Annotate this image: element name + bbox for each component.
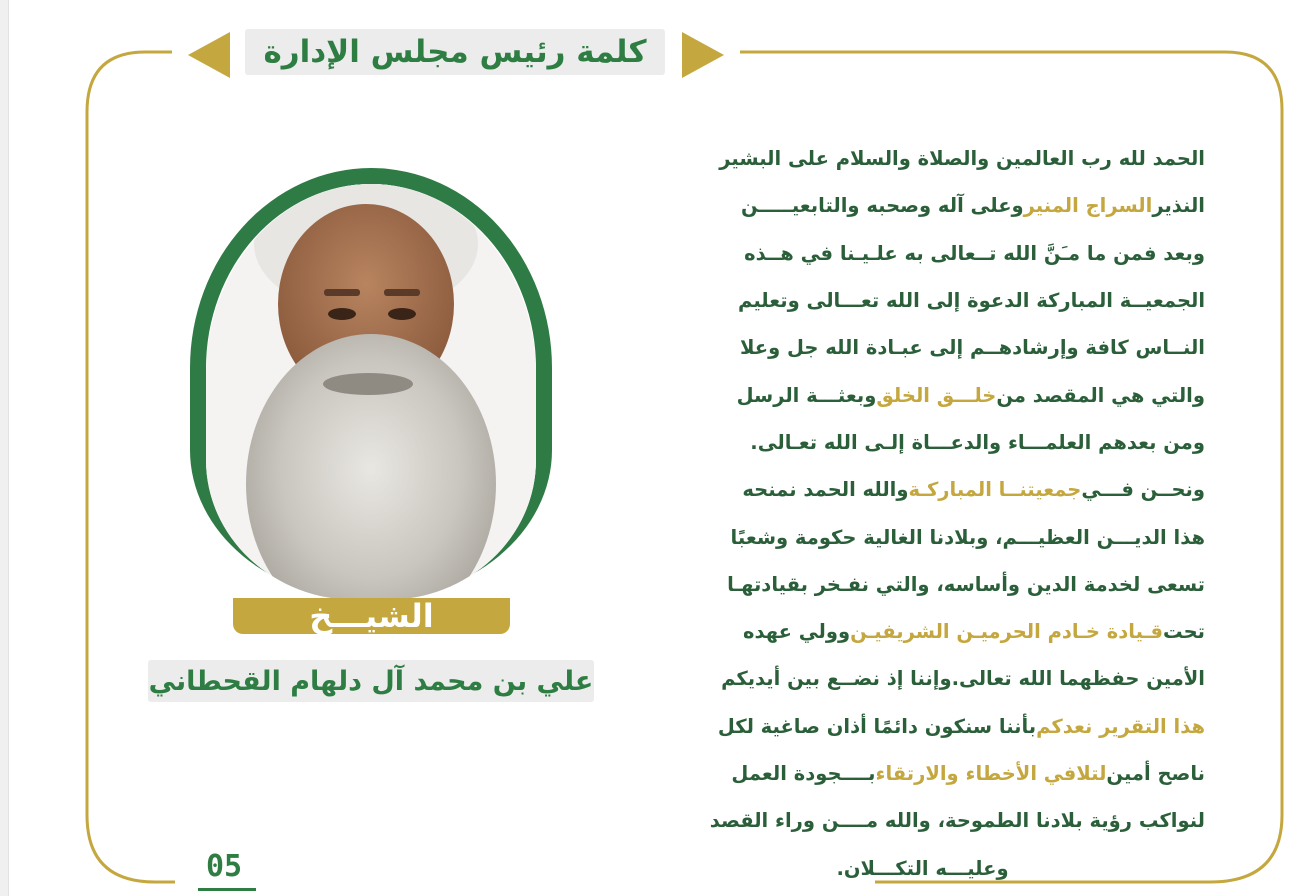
message-line bbox=[640, 419, 1205, 466]
message-line bbox=[640, 561, 1205, 608]
eye-right bbox=[388, 308, 416, 320]
message-text: ومن بعدهم العلمـــاء والدعـــاة إلـى الله تعـالى. bbox=[750, 430, 1205, 454]
message-line bbox=[640, 277, 1205, 324]
chairman-name-box bbox=[148, 660, 594, 702]
message-text: هذا الديـــن العظيـــم، وبلادنا الغالية حكومة وشعبًا bbox=[730, 525, 1205, 549]
message-text: وبعد فمن ما مـَنَّ الله تــعالى به علـيـنا في هــذه bbox=[744, 241, 1205, 265]
title-arrow-right bbox=[682, 32, 724, 78]
title-arrow-left bbox=[188, 32, 230, 78]
message-line bbox=[640, 655, 1205, 702]
message-line bbox=[640, 844, 1205, 891]
message-text: بــــجودة العمل bbox=[731, 762, 876, 785]
message-text: النــاس كافة وإرشادهــم إلى عبـادة الله جل وعلا bbox=[739, 336, 1205, 360]
highlighted-phrase: هذا التقرير نعدكم bbox=[1036, 714, 1205, 738]
message-text: الجمعيــة المباركة الدعوة إلى الله تعـــالى وتعليم bbox=[738, 289, 1205, 313]
frame-left-line bbox=[87, 52, 175, 882]
message-line bbox=[640, 230, 1205, 277]
page-number: 05 bbox=[206, 849, 243, 884]
section-title: كلمة رئيس مجلس الإدارة bbox=[263, 33, 647, 70]
eye-left bbox=[328, 308, 356, 320]
message-text: وبعثـــة الرسل bbox=[736, 383, 877, 407]
message-text: وولي عهده bbox=[743, 620, 851, 644]
message-text: ناصح أمين bbox=[1106, 762, 1205, 785]
highlighted-phrase: لتلافي الأخطاء والارتقاء bbox=[875, 762, 1107, 785]
highlighted-phrase: خلـــق الخلق bbox=[876, 383, 997, 407]
message-text: وعلى آله وصحبه والتابعيـــــن bbox=[740, 194, 1024, 218]
message-text: ونحــن فـــي bbox=[1081, 478, 1205, 502]
message-text: لنواكب رؤية بلادنا الطموحة، والله مــــن وراء القصد bbox=[709, 809, 1205, 833]
portrait-illustration bbox=[206, 184, 536, 600]
message-line bbox=[640, 703, 1205, 750]
message-text: وعليـــه التكـــلان. bbox=[836, 856, 1009, 880]
portrait-photo bbox=[206, 184, 536, 600]
message-line bbox=[640, 324, 1205, 371]
message-line bbox=[640, 797, 1205, 844]
highlighted-phrase: قـيادة خـادم الحرميـن الشريفيـن bbox=[850, 620, 1163, 644]
section-title-box bbox=[245, 29, 665, 75]
chairman-message bbox=[640, 135, 1205, 892]
page-number-underline bbox=[198, 888, 256, 891]
message-text: الأمين حفظهما الله تعالى.وإننا إذ نضــع بين أيديكم bbox=[721, 667, 1205, 691]
mustache bbox=[323, 373, 413, 395]
message-text: والتي هي المقصد من bbox=[996, 383, 1205, 407]
highlighted-phrase: السراج المنير bbox=[1023, 194, 1153, 218]
message-text: تحت bbox=[1162, 620, 1205, 644]
title-tag bbox=[233, 598, 510, 634]
message-line bbox=[640, 182, 1205, 229]
message-text: والله الحمد نمنحه bbox=[742, 478, 909, 502]
brow-left bbox=[324, 289, 360, 296]
message-line bbox=[640, 466, 1205, 513]
message-line bbox=[640, 135, 1205, 182]
chairman-name: علي بن محمد آل دلهام القحطاني bbox=[148, 665, 594, 697]
brow-right bbox=[384, 289, 420, 296]
message-text: تسعى لخدمة الدين وأساسه، والتي نفـخر بقيادتهـا bbox=[727, 572, 1205, 596]
highlighted-phrase: جمعيتنــا المباركـة bbox=[908, 478, 1082, 502]
message-line bbox=[640, 608, 1205, 655]
title-tag-text: الشيـــخ bbox=[309, 597, 434, 635]
message-line bbox=[640, 513, 1205, 560]
message-text: الحمد لله رب العالمين والصلاة والسلام على البشير bbox=[719, 147, 1205, 171]
message-line bbox=[640, 750, 1205, 797]
message-text: بأننا سنكون دائمًا أذان صاغية لكل bbox=[717, 714, 1037, 738]
message-text: النذير bbox=[1152, 194, 1205, 218]
message-line bbox=[640, 371, 1205, 418]
